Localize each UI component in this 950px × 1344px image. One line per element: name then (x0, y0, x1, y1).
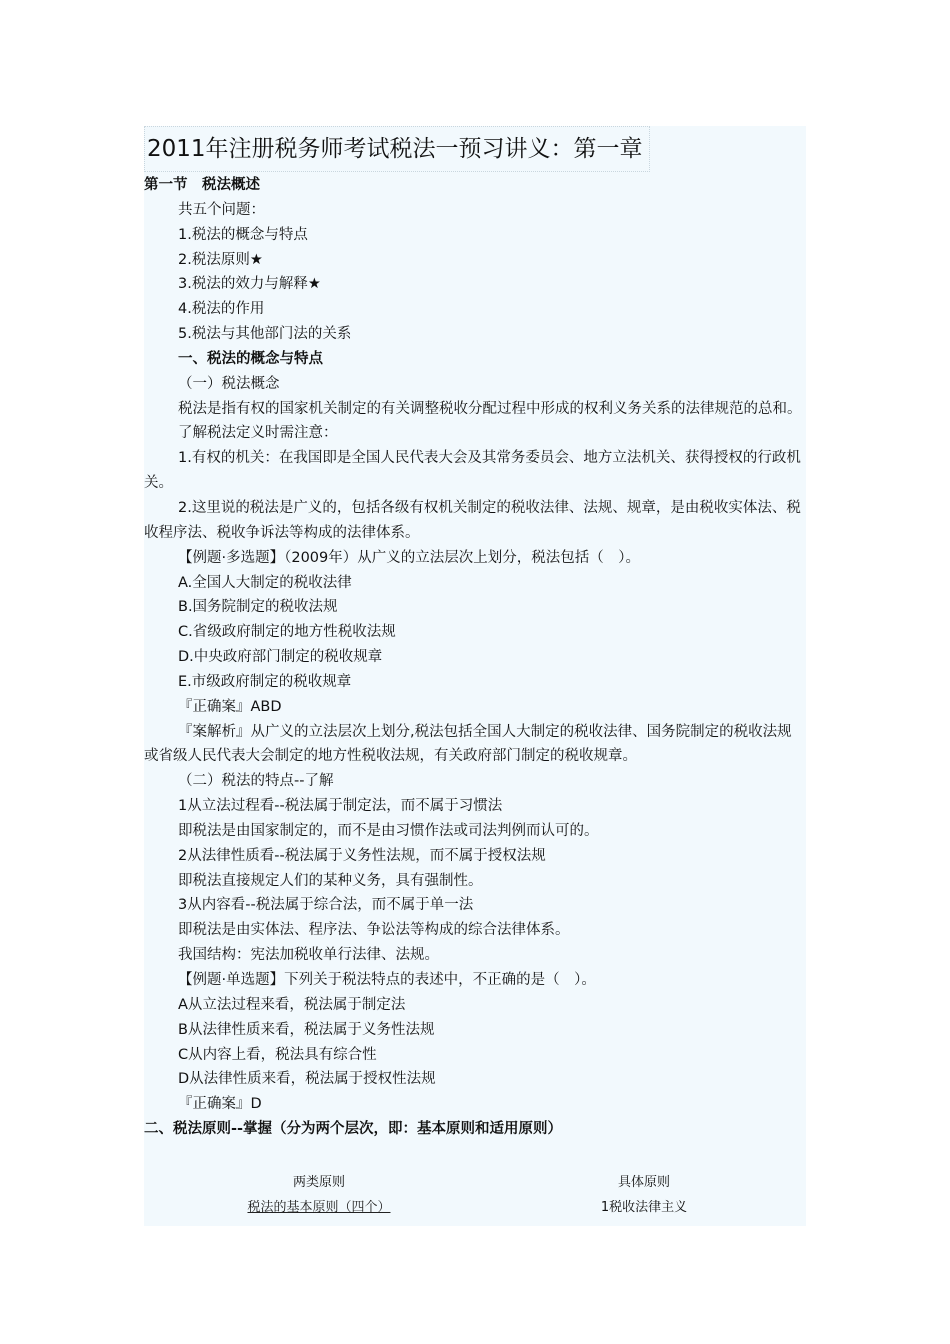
table-cell: 1税收法律主义 (600, 1200, 688, 1215)
intro-line: 共五个问题： (178, 201, 265, 218)
example-2-answer: 『正确案』D (178, 1096, 262, 1113)
question-item: 1.税法的概念与特点 (178, 226, 308, 243)
subheading-concept: （一）税法概念 (178, 375, 280, 392)
feature-line: 1从立法过程看--税法属于制定法，而不属于习惯法 (178, 798, 503, 815)
example-1-option: E.市级政府制定的税收规章 (178, 673, 352, 690)
feature-line: 我国结构：宪法加税收单行法律、法规。 (178, 947, 439, 964)
table-header-cell: 具体原则 (617, 1175, 670, 1190)
example-1-option: C.省级政府制定的地方性税收法规 (178, 624, 396, 641)
example-1-question: 【例题·多选题】（2009年）从广义的立法层次上划分，税法包括（ ）。 (178, 549, 641, 566)
basic-principles-link[interactable]: 税法的基本原则（四个） (247, 1200, 391, 1215)
feature-line: 2从法律性质看--税法属于义务性法规，而不属于授权法规 (178, 847, 546, 864)
question-item: 2.税法原则★ (178, 251, 263, 268)
question-item: 5.税法与其他部门法的关系 (178, 326, 352, 343)
section-heading: 第一节 税法概述 (144, 177, 260, 193)
table-header-cell: 两类原则 (292, 1175, 345, 1190)
example-2-option: C从内容上看，税法具有综合性 (178, 1046, 377, 1063)
example-1-answer: 『正确案』ABD (178, 698, 282, 715)
example-1-option: D.中央政府部门制定的税收规章 (178, 649, 383, 666)
example-2-option: D从法律性质来看，税法属于授权性法规 (178, 1071, 436, 1088)
question-item: 4.税法的作用 (178, 301, 265, 318)
table-row (144, 1196, 806, 1221)
heading-concept: 一、税法的概念与特点 (178, 350, 323, 367)
question-item: 3.税法的效力与解释★ (178, 276, 321, 293)
note-paragraph-1: 1.有权的机关：在我国即是全国人民代表大会及其常务委员会、地方立法机关、获得授权的行政机关。 (144, 450, 801, 492)
note-paragraph-2: 2.这里说的税法是广义的，包括各级有权机关制定的税收法律、法规、规章，是由税收实体法、税收程序法、税收争诉法等构成的法律体系。 (144, 499, 801, 541)
table-header-row (144, 1171, 806, 1196)
document-body (144, 173, 806, 1142)
feature-line: 即税法是由实体法、程序法、争讼法等构成的综合法律体系。 (178, 922, 570, 939)
example-1-option: A.全国人大制定的税收法律 (178, 574, 352, 591)
document-title-box (144, 126, 650, 172)
document-title: 2011年注册税务师考试税法一预习讲义：第一章 (147, 136, 643, 162)
example-1-option: B.国务院制定的税收法规 (178, 599, 338, 616)
example-2-option: A从立法过程来看，税法属于制定法 (178, 996, 406, 1013)
subheading-features: （二）税法的特点--了解 (178, 773, 334, 790)
definition-paragraph: 税法是指有权的国家机关制定的有关调整税收分配过程中形成的权利义务关系的法律规范的总和。 (178, 400, 802, 417)
document-page (144, 126, 806, 1226)
feature-line: 即税法直接规定人们的某种义务，具有强制性。 (178, 872, 483, 889)
heading-principles: 二、税法原则--掌握（分为两个层次，即：基本原则和适用原则） (144, 1121, 563, 1138)
example-2-option: B从法律性质来看，税法属于义务性法规 (178, 1021, 435, 1038)
principles-table (144, 1171, 806, 1221)
feature-line: 3从内容看--税法属于综合法，而不属于单一法 (178, 897, 474, 914)
example-2-question: 【例题·单选题】下列关于税法特点的表述中，不正确的是（ ）。 (178, 972, 596, 988)
example-1-analysis: 『案解析』从广义的立法层次上划分,税法包括全国人大制定的税收法律、国务院制定的税收法规或省级人民代表大会制定的地方性税收法规，有关政府部门制定的税收规章。 (144, 723, 792, 765)
note-intro: 了解税法定义时需注意： (178, 425, 338, 442)
feature-line: 即税法是由国家制定的，而不是由习惯作法或司法判例而认可的。 (178, 822, 599, 839)
